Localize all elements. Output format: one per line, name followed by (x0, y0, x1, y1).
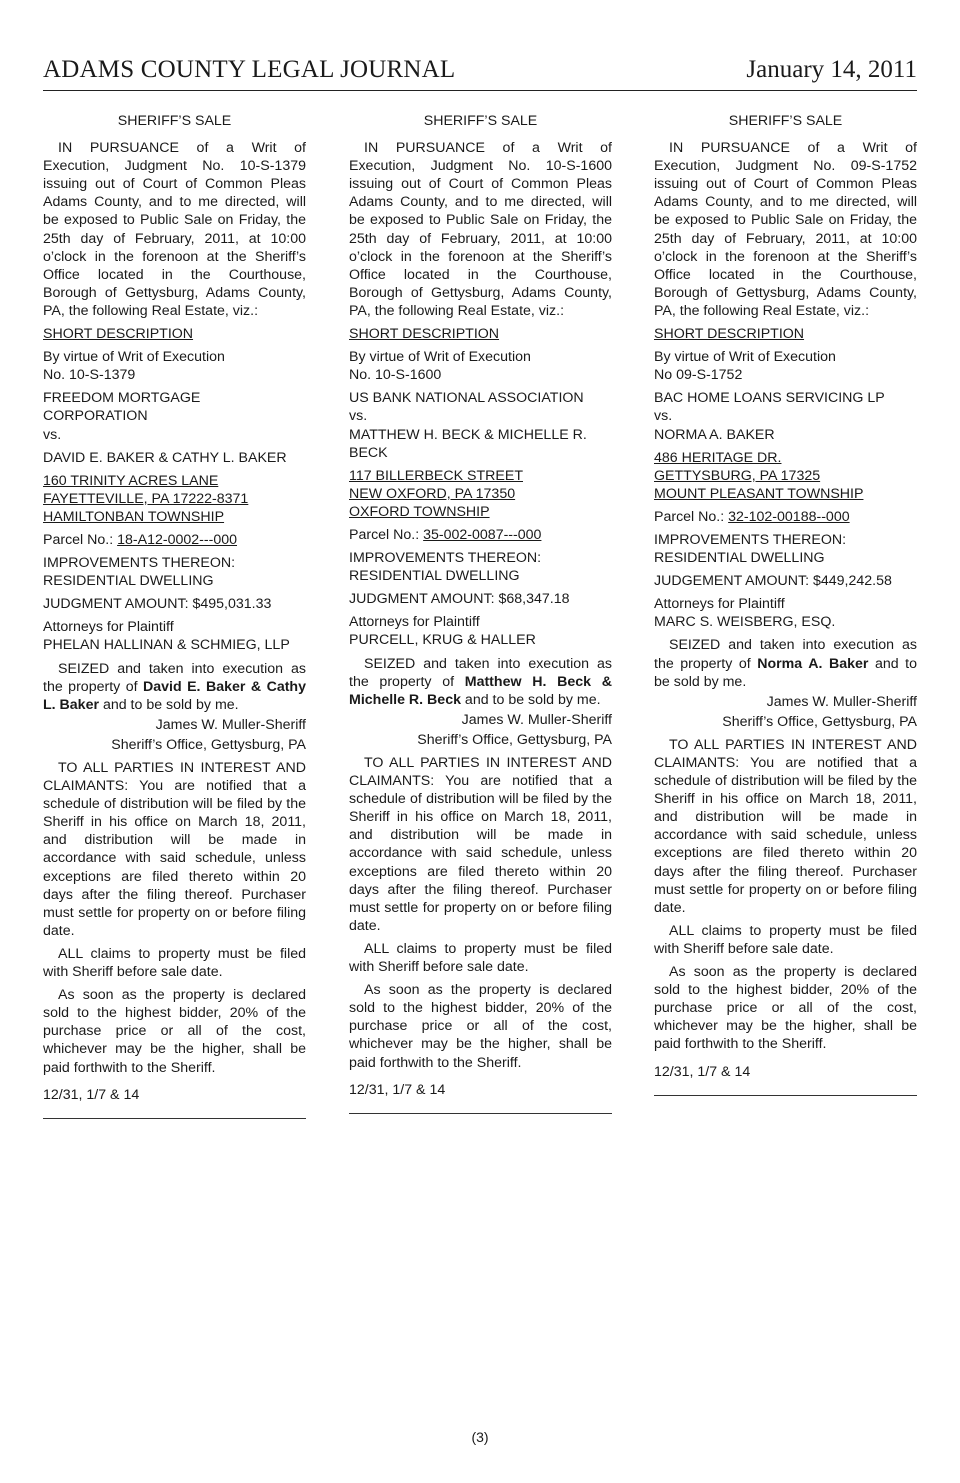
parties-notice: TO ALL PARTIES IN INTEREST AND CLAIMANTS: You are notified that a schedule of distribution will be filed by the Sheriff in his office on March 18, 2011, and distribution will be made in accordance with said schedule, unless exceptions are filed thereto within 20 days after the filing thereof. Purchaser must settle for property on or before filing date. (349, 755, 612, 934)
parties-notice: TO ALL PARTIES IN INTEREST AND CLAIMANTS: You are notified that a schedule of distribution will be filed by the Sheriff in his office on March 18, 2011, and distribution will be made in accordance with said schedule, unless exceptions are filed thereto within 20 days after the filing thereof. Purchaser must settle for property on or before filing date. (654, 736, 917, 916)
seized-statement (349, 655, 612, 709)
seized-text: SEIZED and taken into execution as the property of (654, 637, 917, 672)
seized-owner: Norma A. Baker (757, 655, 869, 672)
notice-intro: IN PURSUANCE of a Writ of Execution, Judgment No. 10-S-1379 issuing out of Court of Common Pleas Adams County, and to me directed, will be exposed to Public Sale on Friday, the 25th day of February, 2011, at 10:00 o’clock in the forenoon at the Sheriff’s Office located in the Courthouse, Borough of Gettysburg, Adams County, PA, the following Real Estate, viz.: (43, 140, 306, 319)
short-description-heading: SHORT DESCRIPTION (349, 326, 500, 343)
parties-block (43, 389, 306, 443)
parcel-number: 35-002-0087---000 (423, 526, 542, 543)
notice-intro: IN PURSUANCE of a Writ of Execution, Judgment No. 10-S-1600 issuing out of Court of Common Pleas Adams County, and to me directed, will be exposed to Public Sale on Friday, the 25th day of February, 2011, at 10:00 o’clock in the forenoon at the Sheriff’s Office located in the Courthouse, Borough of Gettysburg, Adams County, PA, the following Real Estate, viz.: (349, 140, 612, 319)
seized-owner: David E. Baker & Cathy L. Baker (43, 678, 306, 713)
address-city: NEW OXFORD, PA 17350 (349, 485, 516, 502)
parcel-number: 32-102-00188--000 (728, 508, 850, 525)
sheriff-office: Sheriff’s Office, Gettysburg, PA (417, 731, 612, 748)
improvements: IMPROVEMENTS THEREON: RESIDENTIAL DWELLING (654, 531, 847, 567)
attorneys-label: Attorneys for Plaintiff (654, 596, 785, 613)
claims-notice: ALL claims to property must be filed with Sheriff before sale date. (654, 922, 917, 957)
address-township: MOUNT PLEASANT TOWNSHIP (654, 485, 864, 502)
writ-number: No. 10-S-1600 (349, 367, 442, 384)
seized-owner: Matthew H. Beck & Michelle R. Beck (349, 673, 612, 708)
writ-info (654, 348, 917, 384)
parties-notice: TO ALL PARTIES IN INTEREST AND CLAIMANTS: You are notified that a schedule of distribution will be filed by the Sheriff in his office on March 18, 2011, and distribution will be made in accordance with said schedule, unless exceptions are filed thereto within 20 days after the filing thereof. Purchaser must settle for property on or before filing date. (43, 760, 306, 939)
writ-info (349, 348, 612, 384)
notice-intro: IN PURSUANCE of a Writ of Execution, Judgment No. 09-S-1752 issuing out of Court of Common Pleas Adams County, and to me directed, will be exposed to Public Sale on Friday, the 25th day of February, 2011, at 10:00 o’clock in the forenoon at the Sheriff’s Office located in the Courthouse, Borough of Gettysburg, Adams County, PA, the following Real Estate, viz.: (654, 140, 917, 319)
publication-dates: 12/31, 1/7 & 14 (654, 1063, 917, 1096)
attorneys-name: PURCELL, KRUG & HALLER (349, 632, 536, 649)
defendant-name: NORMA A. BAKER (654, 426, 775, 443)
writ-info (43, 348, 306, 384)
payment-notice: As soon as the property is declared sold to the highest bidder, 20% of the purchase price or all of the cost, whichever may be the higher, shall be paid forthwith to the Sheriff. (349, 982, 612, 1071)
parcel-number: 18-A12-0002---000 (117, 531, 238, 548)
attorneys-block (43, 618, 306, 654)
writ-number: No 09-S-1752 (654, 367, 743, 384)
improvements: IMPROVEMENTS THEREON: RESIDENTIAL DWELLING (43, 555, 236, 590)
judgment-amount: JUDGMENT AMOUNT: $495,031.33 (43, 596, 272, 613)
parcel-line (349, 526, 612, 544)
improvements: IMPROVEMENTS THEREON: RESIDENTIAL DWELLING (349, 550, 542, 585)
sheriff-sale-notice (654, 112, 917, 1101)
plaintiff-name: US BANK NATIONAL ASSOCIATION (349, 390, 584, 407)
parcel-label: Parcel No.: (654, 508, 729, 525)
seized-text: SEIZED and taken into execution as the property of (43, 660, 306, 695)
plaintiff-name: BAC HOME LOANS SERVICING LP (654, 390, 885, 407)
sheriff-sale-notice (43, 112, 306, 1124)
address-street: 486 HERITAGE DR. (654, 449, 782, 466)
short-description-heading: SHORT DESCRIPTION (43, 326, 194, 343)
sheriff-signature: James W. Muller-Sheriff (766, 693, 917, 710)
address-city: FAYETTEVILLE, PA 17222-8371 (43, 490, 249, 507)
address-township: HAMILTONBAN TOWNSHIP (43, 508, 225, 525)
claims-notice: ALL claims to property must be filed with Sheriff before sale date. (43, 945, 306, 981)
seized-text-end: and to be sold by me. (460, 691, 601, 708)
payment-notice: As soon as the property is declared sold to the highest bidder, 20% of the purchase price or all of the cost, whichever may be the higher, shall be paid forthwith to the Sheriff. (43, 987, 306, 1076)
address-city: GETTYSBURG, PA 17325 (654, 467, 821, 484)
publication-dates: 12/31, 1/7 & 14 (43, 1086, 306, 1119)
parcel-line (654, 508, 917, 526)
plaintiff-name: FREEDOM MORTGAGE CORPORATION (43, 390, 201, 425)
parcel-label: Parcel No.: (43, 531, 118, 548)
address-street: 117 BILLERBECK STREET (349, 467, 523, 484)
defendant-name: DAVID E. BAKER & CATHY L. BAKER (43, 449, 287, 466)
publication-dates: 12/31, 1/7 & 14 (349, 1081, 612, 1114)
parcel-line (43, 531, 306, 549)
sheriff-signature: James W. Muller-Sheriff (155, 716, 306, 733)
notice-title: SHERIFF’S SALE (423, 113, 538, 129)
writ-number: No. 10-S-1379 (43, 367, 136, 384)
property-address (654, 449, 917, 503)
notice-title: SHERIFF’S SALE (728, 113, 843, 129)
seized-text: SEIZED and taken into execution as the property of (349, 655, 612, 690)
sheriff-signature: James W. Muller-Sheriff (461, 711, 612, 728)
payment-notice: As soon as the property is declared sold to the highest bidder, 20% of the purchase price or all of the cost, whichever may be the higher, shall be paid forthwith to the Sheriff. (654, 964, 917, 1053)
address-township: OXFORD TOWNSHIP (349, 503, 490, 520)
writ-line: By virtue of Writ of Execution (43, 349, 225, 366)
sheriff-office: Sheriff’s Office, Gettysburg, PA (722, 713, 917, 730)
short-description-heading: SHORT DESCRIPTION (654, 326, 805, 343)
judgment-amount: JUDGMENT AMOUNT: $68,347.18 (349, 591, 570, 608)
writ-line: By virtue of Writ of Execution (349, 349, 531, 366)
attorneys-label: Attorneys for Plaintiff (43, 619, 174, 636)
attorneys-block (349, 613, 612, 649)
page-number: (3) (471, 1429, 489, 1445)
versus: vs. (654, 408, 673, 425)
parties-block (654, 389, 917, 443)
parcel-label: Parcel No.: (349, 526, 424, 543)
judgment-amount: JUDGEMENT AMOUNT: $449,242.58 (654, 573, 892, 590)
seized-text-end: and to be sold by me. (99, 696, 239, 713)
defendant-name: MATTHEW H. BECK & MICHELLE R. BECK (349, 426, 587, 461)
sheriff-sale-notice (349, 112, 612, 1119)
notice-title: SHERIFF’S SALE (117, 113, 232, 129)
claims-notice: ALL claims to property must be filed with Sheriff before sale date. (349, 940, 612, 976)
page-header (43, 54, 917, 91)
seized-text-end: and to be sold by me. (654, 655, 917, 690)
seized-statement (654, 636, 917, 690)
seized-statement (43, 660, 306, 714)
attorneys-name: PHELAN HALLINAN & SCHMIEG, LLP (43, 637, 290, 654)
parties-block (349, 389, 612, 461)
sheriff-office: Sheriff’s Office, Gettysburg, PA (111, 736, 306, 753)
address-street: 160 TRINITY ACRES LANE (43, 472, 219, 489)
attorneys-label: Attorneys for Plaintiff (349, 614, 480, 631)
attorneys-name: MARC S. WEISBERG, ESQ. (654, 614, 836, 631)
issue-date: January 14, 2011 (746, 56, 917, 83)
attorneys-block (654, 595, 917, 631)
versus: vs. (43, 426, 62, 443)
versus: vs. (349, 408, 368, 425)
publication-title: ADAMS COUNTY LEGAL JOURNAL (43, 56, 456, 83)
property-address (349, 467, 612, 521)
writ-line: By virtue of Writ of Execution (654, 349, 836, 366)
property-address (43, 472, 306, 526)
